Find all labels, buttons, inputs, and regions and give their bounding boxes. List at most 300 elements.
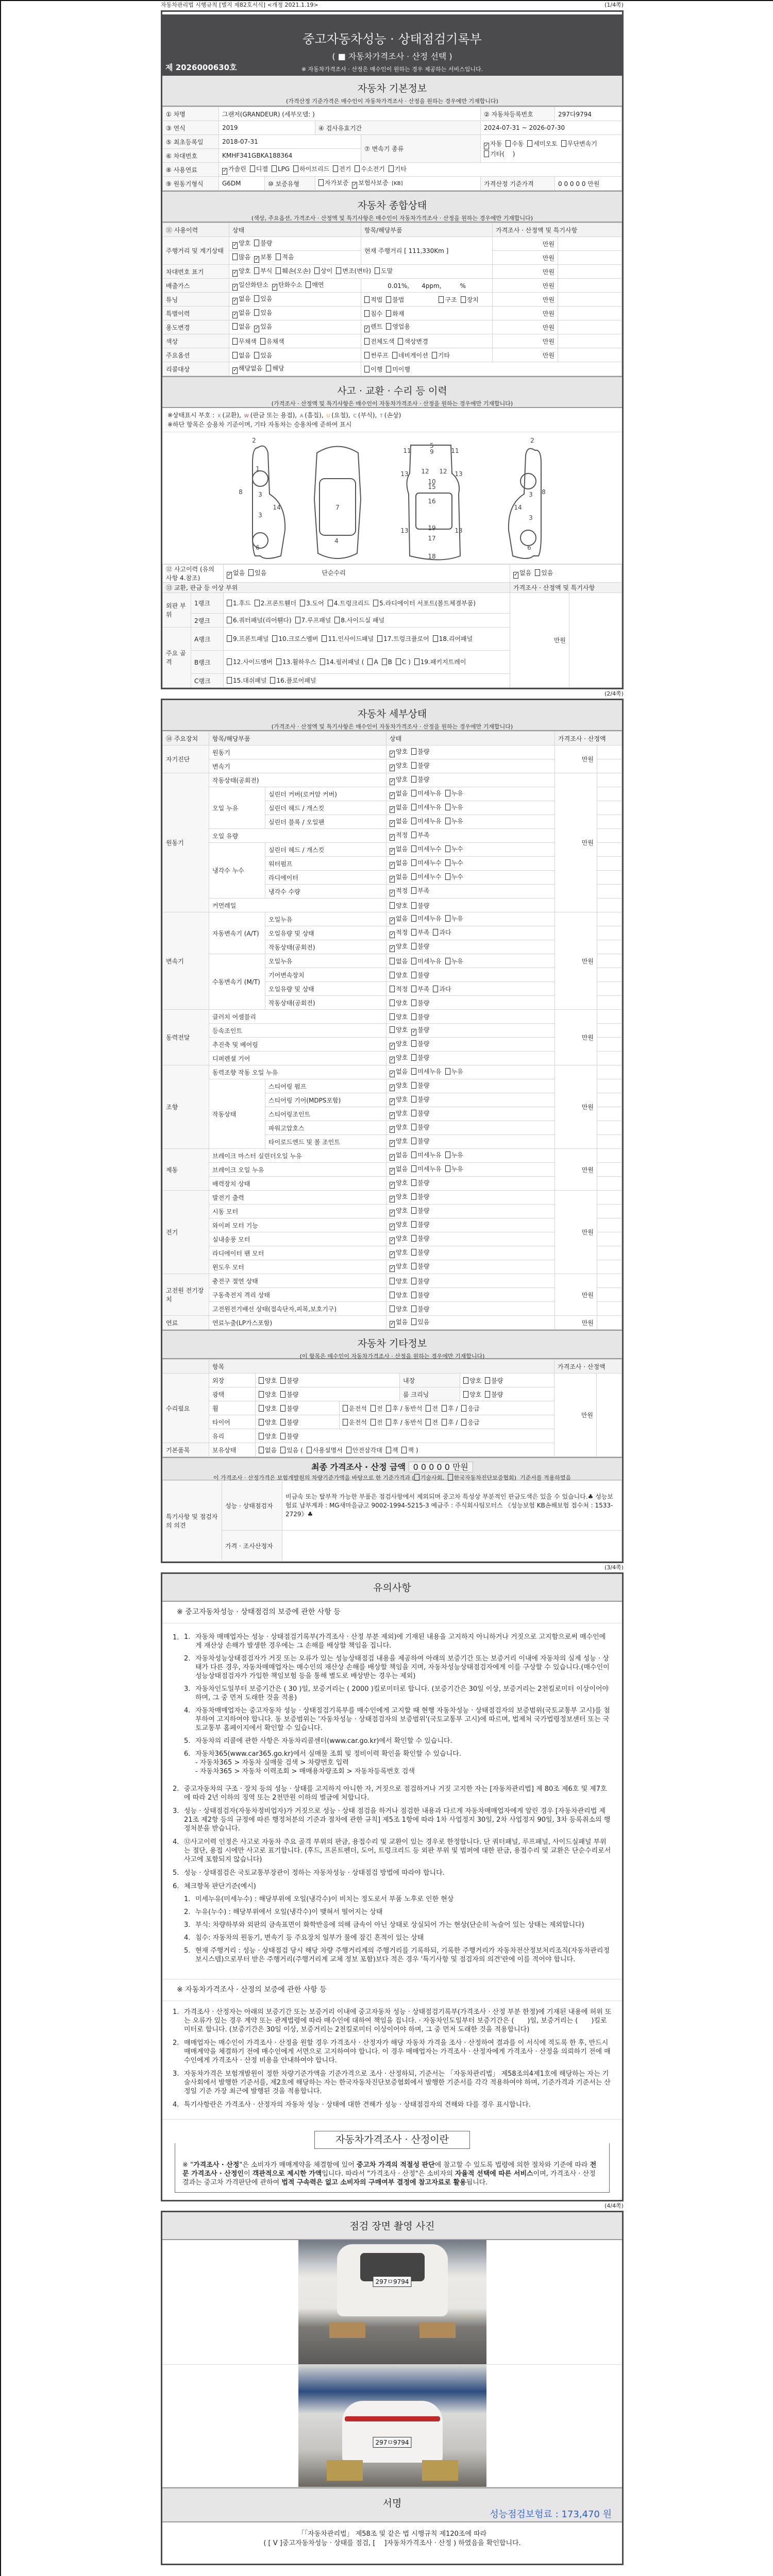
option-label: 양호 xyxy=(396,1124,408,1131)
checkbox-option xyxy=(390,762,408,769)
checkbox-option xyxy=(373,600,476,607)
checked-box-icon: ✓ xyxy=(390,1084,395,1090)
checkbox-option xyxy=(411,790,441,797)
symbol-meaning: (손상) xyxy=(384,412,401,419)
state-options xyxy=(386,912,555,926)
note-body xyxy=(195,1737,452,1745)
option-label: 미세누유 xyxy=(417,1151,442,1159)
checked-box-icon: ✓ xyxy=(390,1154,395,1160)
empty-box-icon xyxy=(463,1391,468,1398)
checkbox-option xyxy=(333,165,351,173)
checkbox-option xyxy=(390,1040,408,1047)
part-group-label: 주요 골격 xyxy=(163,628,191,688)
checkbox-option xyxy=(439,296,457,303)
empty-box-icon xyxy=(445,1068,450,1075)
option-label: 후 / xyxy=(448,1404,458,1412)
part-number: 6 xyxy=(256,544,260,551)
checkbox-option xyxy=(390,804,408,811)
empty-box-icon xyxy=(411,1179,416,1186)
final-note-end: 기준서를 적용하였음 xyxy=(519,1475,572,1481)
remark xyxy=(558,251,622,265)
state-options xyxy=(386,1288,555,1302)
appraiser-label: 가격 · 조사산정자 xyxy=(222,1531,282,1562)
empty-box-icon xyxy=(411,929,416,936)
option-label: 불량 xyxy=(417,1138,430,1145)
column-header: 항목/해당부품 xyxy=(361,223,493,237)
checkbox-option xyxy=(561,140,597,147)
empty-box-icon xyxy=(401,1447,407,1453)
option-label: 불량 xyxy=(417,971,430,979)
checkbox-option xyxy=(411,1040,429,1047)
insurance-fee: 성능점검보험료 : 173,470 원 xyxy=(490,2509,612,2520)
section-title: 자동차 종합상태 xyxy=(357,200,427,211)
appraiser-opinion xyxy=(282,1531,622,1562)
checkbox-option xyxy=(227,677,266,684)
checkbox-option xyxy=(227,635,268,642)
option-label: C ) xyxy=(401,658,411,666)
car-left-side-outline xyxy=(253,446,285,558)
checkbox-option xyxy=(411,804,441,811)
option-label: 불량 xyxy=(417,943,430,950)
overall-row xyxy=(163,334,622,348)
state-options xyxy=(386,815,555,829)
license-plate: 297ㅁ9794 xyxy=(373,2437,411,2448)
empty-box-icon xyxy=(390,1306,395,1312)
option-label: 없음 xyxy=(396,915,408,922)
symbol: A xyxy=(300,414,304,419)
price-value xyxy=(597,912,622,926)
checkbox-option xyxy=(411,873,441,880)
checkbox-option xyxy=(433,635,473,642)
car-diagram xyxy=(162,432,622,564)
state-options xyxy=(386,1065,555,1079)
checkbox-option xyxy=(390,1292,408,1299)
option-label: 전 xyxy=(432,1404,439,1412)
option-label: LPG xyxy=(277,165,290,173)
page-number: (4/4쪽) xyxy=(604,2202,624,2209)
detail-row xyxy=(163,1149,622,1163)
option-label: 양호 xyxy=(239,267,251,275)
confirmation-line: 「「자동차관리법」 제58조 및 같은 법 시행규칙 제120조에 따라 xyxy=(297,2530,487,2538)
item-label: 시동 모터 xyxy=(209,1205,386,1218)
item-label: 실린더 헤드 / 개스킷 xyxy=(265,801,386,815)
symbol-meaning: (흠집), xyxy=(305,412,324,419)
checkbox-option xyxy=(390,1013,408,1021)
price-value xyxy=(597,1149,622,1163)
empty-box-icon xyxy=(411,943,416,950)
label: ⑧ 사용연료 xyxy=(163,163,219,177)
option-label: 불량 xyxy=(417,1013,430,1021)
checkbox-option xyxy=(377,635,429,642)
empty-box-icon xyxy=(411,1040,416,1047)
option-label: 양호 xyxy=(396,1054,408,1061)
option-label: 수소전기 xyxy=(361,165,385,173)
item-label: 고전원전기배선 상태(접속단자,피복,보호기구) xyxy=(209,1302,386,1316)
detail-row xyxy=(163,954,622,968)
checkbox-option xyxy=(386,1447,398,1454)
empty-box-icon xyxy=(411,1306,416,1312)
empty-box-icon xyxy=(227,677,232,684)
price-unit: 만원 xyxy=(493,348,558,362)
detail-row xyxy=(163,1302,622,1316)
empty-box-icon xyxy=(259,1433,264,1439)
item-label: 디퍼렌셜 기어 xyxy=(209,1052,386,1065)
simple-repair-options xyxy=(510,565,622,583)
device-group-label: 고전원 전기장치 xyxy=(163,1274,209,1316)
checkbox-option xyxy=(364,323,382,330)
option-label: 13.휠하우스 xyxy=(282,658,316,666)
checkbox-option xyxy=(445,804,463,811)
price-unit: 만원 xyxy=(555,1149,597,1191)
item-label: 오일 유량 xyxy=(209,829,386,843)
empty-box-icon xyxy=(248,569,254,576)
item-options xyxy=(361,320,493,334)
option-label: 있음 xyxy=(541,569,553,577)
notes-section-title: ※ 중고자동차성능 · 상태점검의 보증에 관한 사항 등 xyxy=(162,1602,622,1623)
checkbox-option xyxy=(300,600,324,607)
checkbox-option xyxy=(386,366,410,373)
empty-box-icon xyxy=(442,1419,447,1426)
option-label: 양호 xyxy=(396,1096,408,1103)
price-value xyxy=(597,1052,622,1065)
option-label: 양호 xyxy=(396,1082,408,1089)
empty-box-icon xyxy=(334,617,340,623)
note-number: 2. xyxy=(173,2039,179,2047)
item-label: 등속조인트 xyxy=(209,1024,386,1038)
note-number: 1. xyxy=(184,1633,191,1641)
checked-box-icon: ✓ xyxy=(272,284,277,290)
checkbox-option xyxy=(445,1165,463,1173)
page-3 xyxy=(161,1572,624,2201)
item-group-label: 수동변속기 (M/T) xyxy=(209,954,265,1010)
empty-box-icon xyxy=(254,352,259,359)
empty-box-icon xyxy=(411,1278,416,1284)
empty-box-icon xyxy=(445,958,450,964)
accident-table xyxy=(162,564,622,688)
item-label: 룸 크리닝 xyxy=(400,1387,460,1401)
state-options xyxy=(386,1274,555,1288)
empty-box-icon xyxy=(259,1447,264,1453)
option-label: 불량 xyxy=(417,748,430,755)
box-text-segment: 전문 가격조사 · 산정인 xyxy=(182,2161,597,2178)
detail-row xyxy=(163,1316,622,1330)
option-label: 양호 xyxy=(396,1040,408,1047)
inspection-photo-rear xyxy=(162,2365,622,2487)
empty-box-icon xyxy=(232,352,238,359)
checked-box-icon: ✓ xyxy=(233,367,238,373)
part-number: 4 xyxy=(334,537,339,545)
checkbox-option xyxy=(346,1447,382,1454)
note-text: 특기사항란은 가격조사 · 산정자의 자동차 성능 · 상태에 대한 견해가 성능 · 상태점검자의 견해와 다를 경우 표시합니다. xyxy=(184,2101,531,2109)
final-price-value: 0 0 0 0 0 만원 xyxy=(409,1462,473,1472)
checked-box-icon: ✓ xyxy=(390,1057,395,1062)
empty-box-icon xyxy=(375,267,380,274)
option-label: 양호 xyxy=(396,1291,408,1299)
note-item xyxy=(184,1706,612,1733)
checkbox-option xyxy=(390,929,408,936)
section-note: (가격조사 · 산정액 및 특기사항은 매수인이 자동차가격조사 · 산정을 원하는 경우에만 기재합니다) xyxy=(271,723,513,730)
checkbox-option xyxy=(254,253,272,261)
detail-row xyxy=(163,1288,622,1302)
detail-row xyxy=(163,1246,622,1260)
state-options xyxy=(386,1246,555,1260)
checkbox-option xyxy=(485,1391,503,1398)
part-number: 6 xyxy=(527,544,531,551)
empty-box-icon xyxy=(232,338,238,345)
mileage-state xyxy=(229,237,361,251)
note-item xyxy=(184,1908,612,1917)
note-text: 자동차 매매업자는 성능 · 상태점검기록부(가격조사 · 산정 부분 제외)에 기재된 내용을 고지하지 아니하거나 거짓으로 고지함으로써 매수인에게 재산상 손해가 발생한 경우에는 그 손해를 배상할 책임을 집니다. xyxy=(195,1633,606,1650)
option-label: 누수 xyxy=(451,859,463,867)
checkbox-option xyxy=(232,267,250,275)
note-body xyxy=(184,2100,531,2109)
form-reference: 자동차관리법 시행규칙 [별지 제82호서식] <개정 2021.1.19> xyxy=(161,2,318,8)
checked-box-icon: ✓ xyxy=(390,792,395,798)
option-label: 없음 xyxy=(233,569,245,577)
option-label: 일산화탄소 xyxy=(239,281,268,289)
symbol: U xyxy=(326,414,330,419)
option-label: 불량 xyxy=(287,1432,299,1440)
checkbox-option xyxy=(232,309,250,316)
checkbox-option xyxy=(272,635,318,642)
empty-box-icon xyxy=(433,929,438,936)
document-subnote: ※ 자동차가격조사 · 산정은 매수인이 원하는 경우 제공하는 서비스입니다. xyxy=(301,66,483,73)
checkbox-option xyxy=(411,832,429,839)
checkbox-option xyxy=(390,1263,408,1270)
part-number: 11 xyxy=(403,447,411,454)
part-number: 9 xyxy=(430,448,434,455)
part-number: 18 xyxy=(428,553,436,560)
option-label: 양호 xyxy=(396,1277,408,1285)
note-item xyxy=(173,2039,612,2065)
option-label: 누수 xyxy=(451,845,463,853)
checked-box-icon: ✓ xyxy=(390,931,395,937)
note-number: 6. xyxy=(184,1750,191,1758)
option-label: 없음 xyxy=(265,1446,277,1454)
item-options xyxy=(361,334,493,348)
checkbox-option xyxy=(259,1433,277,1440)
checkbox-option xyxy=(250,165,268,173)
detail-row xyxy=(163,912,622,926)
checkbox-option xyxy=(484,140,502,147)
option-label: B xyxy=(388,658,392,666)
note-text: 자동차인도일부터 보증기간은 ( 30 )일, 보증거리는 ( 2000 )킬로미터로 합니다. (보증기간은 30일 이상, 보증거리는 2천킬로미터 이상이어야 하며, 그 중 먼저 도래한 것을 적용) xyxy=(195,1685,609,1702)
option-label: 있음 xyxy=(260,323,273,330)
label: ⑦ 변속기 종류 xyxy=(361,135,481,163)
detail-row xyxy=(163,1065,622,1079)
checkbox-option xyxy=(232,323,250,330)
checkbox-option xyxy=(401,1447,418,1454)
empty-box-icon xyxy=(411,1193,416,1200)
checkbox-option xyxy=(255,600,296,607)
empty-box-icon xyxy=(411,1110,416,1116)
checkbox-option xyxy=(390,845,408,853)
remarks-label: 특기사항 및 점검자의 의견 xyxy=(163,1481,222,1562)
option-label: 양호 xyxy=(396,1207,408,1214)
transmission-options xyxy=(481,135,622,163)
empty-box-icon xyxy=(254,267,259,274)
page-number: (3/4쪽) xyxy=(604,1564,624,1571)
option-label: 네비게이션 xyxy=(398,351,428,359)
item-label: 라디에이터 xyxy=(265,871,386,885)
option-label: 없음 xyxy=(239,323,251,330)
part-number: 10 xyxy=(428,478,436,485)
note-line: - 자동차365 > 자동차 실매물 검색 > 차량번호 입력 xyxy=(195,1759,349,1767)
option-label: 적법 xyxy=(371,296,383,303)
item-label: 라디에이터 팬 모터 xyxy=(209,1246,386,1260)
empty-box-icon xyxy=(364,310,369,317)
empty-box-icon xyxy=(445,1165,450,1172)
option-label: 유채색 xyxy=(266,337,284,345)
item-label: 구동축전지 격리 상태 xyxy=(209,1288,386,1302)
option-label: 기타 xyxy=(394,165,407,173)
option-label: 보통 xyxy=(260,253,273,261)
item-group-label: 작동상태 xyxy=(209,1079,265,1149)
option-label: 기타 xyxy=(438,351,450,359)
note-number: 4. xyxy=(173,2101,179,2109)
checkbox-option xyxy=(411,1193,429,1200)
checked-box-icon: ✓ xyxy=(390,1168,395,1174)
option-label: 이행 xyxy=(371,365,383,373)
checkbox-option xyxy=(276,267,311,275)
checkbox-option xyxy=(442,1419,458,1426)
option-label: 없음 xyxy=(396,1318,408,1326)
note-item xyxy=(173,1807,612,1833)
checkbox-option xyxy=(445,915,463,922)
checkbox-option xyxy=(280,1419,298,1426)
column-header: 가격조사 · 산정액 xyxy=(554,1360,622,1374)
final-price-label: 최종 가격조사 · 산정 금액 xyxy=(311,1462,406,1472)
wheel-icon xyxy=(520,473,536,489)
item-label: 브레이크 마스터 실린더오일 누유 xyxy=(209,1149,386,1163)
accident-history-options xyxy=(224,565,510,583)
empty-box-icon xyxy=(227,600,232,606)
state-options xyxy=(386,1260,555,1274)
checkbox-option xyxy=(506,140,524,147)
state-options xyxy=(229,265,493,279)
box-title: 자동차가격조사 · 산정이란 xyxy=(314,2131,470,2149)
item-label: 윈도우 모터 xyxy=(209,1260,386,1274)
checkbox-option xyxy=(411,762,429,769)
item-label: 기어변속장치 xyxy=(265,968,386,982)
option-label: 상이 xyxy=(321,267,333,275)
note-number: 4. xyxy=(184,1934,191,1942)
detail-row xyxy=(163,1205,622,1218)
item-label: 오일유량 및 상태 xyxy=(265,926,386,940)
price-value xyxy=(597,1163,622,1177)
state-options xyxy=(386,1232,555,1246)
checkbox-option xyxy=(386,1419,422,1426)
note-text: 가격조사 · 산정자는 아래의 보증기간 또는 보증거리 이내에 중고자동차 성능 · 상태점검기록부(가격조사 · 산정 부분 한정)에 기재된 내용에 허위 또는 오류가 있는 경우 계약 또는 관계법령에 따라 매수인에 대하여 책임을 집니다. · 자동차인도일부터 보증기간은 ( )일, 보증거리는 ( )킬로미터로 합니다. (보증기간은 30일 이상, 보증거리는 2천킬로미터 이상이어야 하며, 그 중 먼저 도래한 것을 적용합니다) xyxy=(184,2008,612,2033)
checkbox-option xyxy=(411,1068,441,1075)
checkbox-option xyxy=(445,873,463,880)
wheel-icon xyxy=(253,533,268,548)
detail-row xyxy=(163,843,622,857)
overall-row xyxy=(163,362,622,376)
vin: KMHF341GBKA188364 xyxy=(219,149,361,163)
option-label: 후 / xyxy=(448,1418,458,1426)
price-unit: 만원 xyxy=(493,307,558,320)
option-label: 도말 xyxy=(381,267,393,275)
checkbox-option xyxy=(390,832,408,839)
price-unit: 만원 xyxy=(493,265,558,279)
device-group-label: 변속기 xyxy=(163,912,209,1010)
note-item xyxy=(184,1946,612,1964)
document-subtitle: ( ■ 자동차가격조사 · 산정 선택 ) xyxy=(332,52,452,61)
checked-box-icon: ✓ xyxy=(390,1112,395,1118)
note-text: 매매업자는 매수인이 가격조사 · 산정을 원할 경우 가격조사 · 산정자가 해당 자동차 가격을 조사 · 산정하여 결과를 이 서식에 적도록 한 후, 반드시 매매계약을 체결하기 전에 매수인에게 서면으로 고지하여야 합니다. 이 경우 매매업자는 가격조사 · 산정자에게 가격조사 · 산정을 의뢰하기 전에 매수인에게 가격조사 · 산정 비용을 안내하여야 합니다. xyxy=(184,2039,611,2064)
price-value xyxy=(597,1107,622,1121)
option-label: 썬루프 xyxy=(371,351,389,359)
note-item xyxy=(173,2070,612,2096)
detail-row xyxy=(163,1232,622,1246)
price-value xyxy=(597,1274,622,1288)
option-label: 전 xyxy=(432,1418,439,1426)
note-body xyxy=(184,1882,612,1968)
checkbox-option xyxy=(259,1377,277,1384)
price-unit: 만원 xyxy=(493,334,558,348)
option-label: 불량 xyxy=(417,1179,430,1187)
checked-box-icon: ✓ xyxy=(233,284,238,290)
option-label: 누수 xyxy=(451,873,463,880)
option-label: 잭 xyxy=(392,1446,398,1454)
empty-box-icon xyxy=(485,1377,490,1384)
checkbox-option xyxy=(390,915,408,922)
empty-box-icon xyxy=(411,972,416,978)
checked-box-icon: ✓ xyxy=(390,862,395,868)
empty-box-icon xyxy=(445,818,450,824)
checkbox-option xyxy=(411,943,429,950)
item-label: 실린더 커버(로커암 커버) xyxy=(265,787,386,801)
checkbox-option xyxy=(227,600,251,607)
checkbox-option xyxy=(411,902,429,909)
checkbox-option xyxy=(411,999,429,1007)
state-options xyxy=(386,801,555,815)
checkbox-option xyxy=(364,296,382,303)
other-info-table xyxy=(162,1359,622,1457)
checkbox-option xyxy=(232,253,250,261)
option-label: 불량 xyxy=(287,1377,299,1384)
checkbox-option xyxy=(254,309,272,316)
empty-box-icon xyxy=(445,790,450,796)
part-number: 13 xyxy=(400,470,409,478)
item-label: 커먼레일 xyxy=(209,899,386,912)
checkbox-option xyxy=(433,986,451,993)
option-label: 침수 xyxy=(371,310,383,317)
option-label: 없음 xyxy=(396,818,408,825)
checkbox-option xyxy=(484,150,515,158)
empty-box-icon xyxy=(411,1013,416,1020)
checkbox-option xyxy=(445,958,463,965)
empty-box-icon xyxy=(442,1405,447,1412)
checkbox-option xyxy=(445,790,463,797)
item-label: 작동상태(공회전) xyxy=(209,773,386,787)
detail-row xyxy=(163,1177,622,1191)
checkbox-option xyxy=(411,887,429,894)
empty-box-icon xyxy=(411,804,416,810)
note-item xyxy=(173,2008,612,2034)
empty-box-icon xyxy=(535,569,540,576)
checkbox-option xyxy=(272,281,302,289)
checkbox-option xyxy=(254,240,272,247)
document-number: 제 2026000630호 xyxy=(165,63,237,72)
checkbox-option xyxy=(364,352,389,359)
option-label: 전기 xyxy=(339,165,351,173)
state-options xyxy=(229,362,361,376)
price-unit: 만원 xyxy=(493,293,558,307)
state-options xyxy=(386,1052,555,1065)
option-label: 불량 xyxy=(417,1110,430,1117)
